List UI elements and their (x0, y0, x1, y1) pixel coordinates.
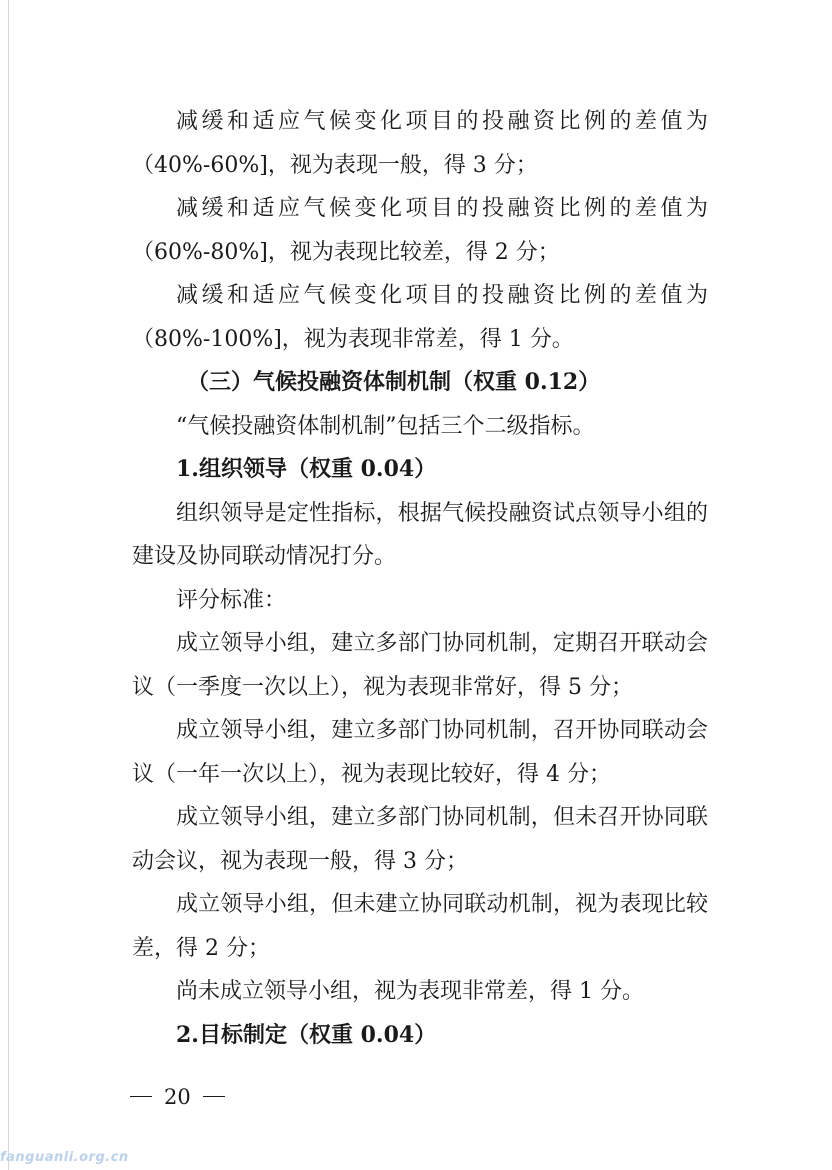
paragraph-line: 成立领导小组，但未建立协同联动机制，视为表现比较 (176, 892, 708, 917)
paragraph-line: 成立领导小组，建立多部门协同机制，定期召开联动会 (176, 631, 708, 656)
section-heading: （三）气候投融资体制机制（权重 0.12） (187, 369, 601, 395)
page-edge-line (8, 0, 9, 1170)
paragraph-line: 建设及协同联动情况打分。 (132, 544, 397, 569)
site-watermark: fanguanli.org.cn (0, 1150, 129, 1165)
paragraph-line: 差，得 2 分； (132, 935, 270, 961)
paragraph-line: 评分标准： (176, 587, 287, 613)
paragraph-line: 减缓和适应气候变化项目的投融资比例的差值为 (176, 283, 708, 308)
paragraph-line: 成立领导小组，建立多部门协同机制，但未召开协同联 (176, 805, 708, 830)
paragraph-line: 议（一年一次以上），视为表现比较好，得 4 分； (132, 761, 611, 787)
subsection-heading: 1.组织领导（权重 0.04） (176, 456, 437, 482)
paragraph-line: （40%-60%]，视为表现一般，得 3 分； (132, 152, 538, 178)
paragraph-line: 尚未成立领导小组，视为表现非常差，得 1 分。 (176, 979, 644, 1004)
footer-dash-right (203, 1096, 225, 1098)
paragraph-line: 减缓和适应气候变化项目的投融资比例的差值为 (176, 109, 708, 134)
footer-dash-left (130, 1096, 152, 1098)
paragraph-line: （60%-80%]，视为表现比较差，得 2 分； (132, 239, 560, 265)
subsection-heading: 2.目标制定（权重 0.04） (176, 1021, 437, 1048)
paragraph-line: “气候投融资体制机制”包括三个二级指标。 (176, 413, 595, 439)
paragraph-line: 议（一季度一次以上），视为表现非常好，得 5 分； (132, 674, 633, 700)
document-body (132, 100, 708, 1057)
paragraph-line: （80%-100%]，视为表现非常差，得 1 分。 (132, 326, 574, 352)
page-footer (130, 1081, 225, 1111)
paragraph-line: 动会议，视为表现一般，得 3 分； (132, 848, 468, 874)
paragraph-line: 成立领导小组，建立多部门协同机制，召开协同联动会 (176, 718, 708, 743)
paragraph-line: 组织领导是定性指标，根据气候投融资试点领导小组的 (176, 500, 708, 526)
page-number: 20 (164, 1084, 191, 1109)
paragraph-line: 减缓和适应气候变化项目的投融资比例的差值为 (176, 196, 708, 221)
